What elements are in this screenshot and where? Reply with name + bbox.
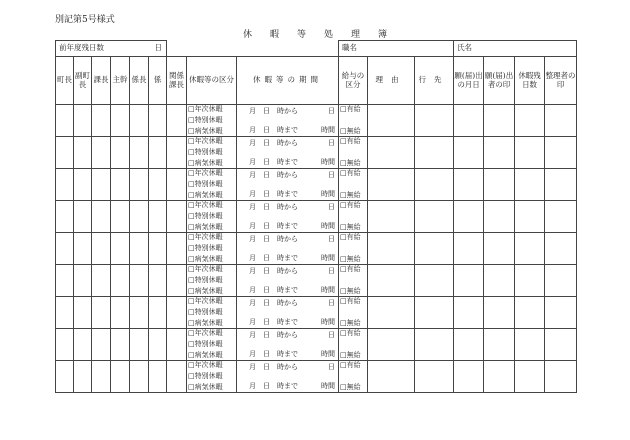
approval-stamp-cell[interactable] [92, 297, 111, 329]
pay-type-cell[interactable] [339, 201, 368, 233]
reason-cell[interactable] [368, 265, 415, 297]
special-leave-checkbox[interactable]: □特別休暇 [188, 308, 223, 316]
apply-date-cell[interactable] [454, 233, 484, 265]
form-id: 別記第5号様式 [55, 15, 115, 25]
leave-period-cell[interactable] [237, 105, 339, 137]
period-to: 月 日 時まで [249, 317, 299, 326]
approval-stamp-cell[interactable] [92, 265, 111, 297]
col-reason: 理由 [368, 57, 415, 105]
apply-date-cell[interactable] [454, 329, 484, 361]
approval-stamp-cell[interactable] [111, 233, 130, 265]
annual-leave-checkbox[interactable]: □年次休暇 [188, 329, 223, 337]
pay-type-cell[interactable] [339, 361, 368, 393]
period-to: 月 日 時まで [249, 253, 299, 262]
remaining-days-cell[interactable] [515, 137, 545, 169]
destination-cell[interactable] [415, 201, 454, 233]
position-cell [339, 41, 454, 57]
annual-leave-checkbox[interactable]: □年次休暇 [188, 201, 223, 209]
leave-period-cell[interactable] [237, 137, 339, 169]
period-days-unit: 日 [328, 235, 336, 243]
leave-type-cell[interactable] [187, 137, 237, 169]
approval-stamp-cell[interactable] [167, 105, 187, 137]
special-leave-checkbox[interactable]: □特別休暇 [188, 372, 223, 380]
approval-stamp-cell[interactable] [111, 169, 130, 201]
sick-leave-checkbox[interactable]: □病気休暇 [188, 223, 223, 231]
approval-stamp-cell[interactable] [149, 105, 167, 137]
approval-stamp-cell[interactable] [167, 265, 187, 297]
table-row [56, 297, 577, 329]
applicant-seal-cell[interactable] [484, 297, 515, 329]
position-label: 職名 [342, 43, 358, 53]
leave-period-cell[interactable] [237, 201, 339, 233]
annual-leave-checkbox[interactable]: □年次休暇 [188, 169, 223, 177]
period-to: 月 日 時まで [249, 221, 299, 230]
approval-stamp-cell[interactable] [92, 329, 111, 361]
table-row [56, 201, 577, 233]
period-days-unit: 日 [328, 171, 336, 179]
prev-year-days-cell [56, 41, 167, 57]
approval-stamp-cell[interactable] [111, 105, 130, 137]
approval-stamp-cell[interactable] [111, 201, 130, 233]
applicant-seal-cell[interactable] [484, 233, 515, 265]
approval-stamp-cell[interactable] [92, 137, 111, 169]
approval-stamp-cell[interactable] [74, 137, 92, 169]
record-rows [56, 105, 577, 393]
leave-type-cell[interactable] [187, 105, 237, 137]
special-leave-checkbox[interactable]: □特別休暇 [188, 276, 223, 284]
clerk-seal-cell[interactable] [545, 233, 577, 265]
reason-cell[interactable] [368, 137, 415, 169]
approval-stamp-cell[interactable] [130, 233, 149, 265]
apply-date-cell[interactable] [454, 169, 484, 201]
table-row [56, 233, 577, 265]
col-related-chief: 関係課長 [167, 57, 187, 105]
remaining-days-cell[interactable] [515, 169, 545, 201]
col-applicant-seal: 願(届)出者の印 [484, 57, 515, 105]
pay-type-cell[interactable] [339, 169, 368, 201]
leave-period-cell[interactable] [237, 361, 339, 393]
pay-type-cell[interactable] [339, 265, 368, 297]
leave-period-cell[interactable] [237, 233, 339, 265]
approval-stamp-cell[interactable] [111, 297, 130, 329]
destination-cell[interactable] [415, 169, 454, 201]
approval-stamp-cell[interactable] [74, 265, 92, 297]
sick-leave-checkbox[interactable]: □病気休暇 [188, 191, 223, 199]
title-char: 理 [351, 30, 361, 40]
approval-stamp-cell[interactable] [167, 201, 187, 233]
special-leave-checkbox[interactable]: □特別休暇 [188, 148, 223, 156]
table-row [56, 265, 577, 297]
apply-date-cell[interactable] [454, 265, 484, 297]
period-hours-unit: 時間 [321, 125, 336, 134]
approval-stamp-cell[interactable] [56, 329, 74, 361]
leave-period-cell[interactable] [237, 265, 339, 297]
approval-stamp-cell[interactable] [167, 233, 187, 265]
period-days-unit: 日 [328, 203, 336, 211]
approval-stamp-cell[interactable] [74, 169, 92, 201]
destination-cell[interactable] [415, 233, 454, 265]
remaining-days-cell[interactable] [515, 361, 545, 393]
remaining-days-cell[interactable] [515, 201, 545, 233]
col-remaining-days: 休暇残日数 [515, 57, 545, 105]
remaining-days-cell[interactable] [515, 233, 545, 265]
pay-type-cell[interactable] [339, 329, 368, 361]
pay-type-cell[interactable] [339, 297, 368, 329]
period-hours-unit: 時間 [321, 253, 336, 262]
clerk-seal-cell[interactable] [545, 137, 577, 169]
approval-stamp-cell[interactable] [74, 105, 92, 137]
period-from: 月 日 時から [249, 235, 299, 243]
approval-stamp-cell[interactable] [130, 105, 149, 137]
apply-date-cell[interactable] [454, 361, 484, 393]
apply-date-cell[interactable] [454, 105, 484, 137]
reason-cell[interactable] [368, 361, 415, 393]
approval-stamp-cell[interactable] [92, 361, 111, 393]
period-from: 月 日 時から [249, 107, 299, 115]
special-leave-checkbox[interactable]: □特別休暇 [188, 180, 223, 188]
period-from: 月 日 時から [249, 203, 299, 211]
applicant-seal-cell[interactable] [484, 169, 515, 201]
col-clerk-seal: 整理者の印 [545, 57, 577, 105]
period-from: 月 日 時から [249, 331, 299, 339]
unpaid-checkbox[interactable]: □無給 [340, 191, 361, 199]
approval-stamp-cell[interactable] [130, 361, 149, 393]
unpaid-checkbox[interactable]: □無給 [340, 383, 361, 391]
approval-stamp-cell[interactable] [149, 265, 167, 297]
col-staff: 係 [149, 57, 167, 105]
period-hours-unit: 時間 [321, 381, 336, 390]
approval-stamp-cell[interactable] [74, 201, 92, 233]
unpaid-checkbox[interactable]: □無給 [340, 127, 361, 135]
approval-stamp-cell[interactable] [92, 233, 111, 265]
unpaid-checkbox[interactable]: □無給 [340, 159, 361, 167]
apply-date-cell[interactable] [454, 137, 484, 169]
col-sub-chief: 係長 [130, 57, 149, 105]
period-from: 月 日 時から [249, 363, 299, 371]
approval-stamp-cell[interactable] [56, 233, 74, 265]
apply-date-cell[interactable] [454, 201, 484, 233]
applicant-seal-cell[interactable] [484, 361, 515, 393]
leave-record-table [55, 40, 577, 393]
approval-stamp-cell[interactable] [92, 169, 111, 201]
remaining-days-cell[interactable] [515, 105, 545, 137]
col-destination: 行先 [415, 57, 454, 105]
title-char: 簿 [378, 30, 388, 40]
clerk-seal-cell[interactable] [545, 297, 577, 329]
approval-stamp-cell[interactable] [130, 169, 149, 201]
clerk-seal-cell[interactable] [545, 361, 577, 393]
leave-period-cell[interactable] [237, 169, 339, 201]
leave-type-cell[interactable] [187, 297, 237, 329]
paid-checkbox[interactable]: □有給 [340, 137, 361, 145]
special-leave-checkbox[interactable]: □特別休暇 [188, 212, 223, 220]
reason-cell[interactable] [368, 201, 415, 233]
clerk-seal-cell[interactable] [545, 201, 577, 233]
period-to: 月 日 時まで [249, 285, 299, 294]
paid-checkbox[interactable]: □有給 [340, 361, 361, 369]
paid-checkbox[interactable]: □有給 [340, 169, 361, 177]
paid-checkbox[interactable]: □有給 [340, 105, 361, 113]
approval-stamp-cell[interactable] [56, 105, 74, 137]
paid-checkbox[interactable]: □有給 [340, 201, 361, 209]
name-label: 氏名 [457, 43, 473, 53]
remaining-days-cell[interactable] [515, 297, 545, 329]
prev-year-days-label: 前年度残日数 [59, 43, 104, 53]
leave-type-cell[interactable] [187, 265, 237, 297]
approval-stamp-cell[interactable] [167, 169, 187, 201]
period-to: 月 日 時まで [249, 157, 299, 166]
approval-stamp-cell[interactable] [149, 201, 167, 233]
leave-type-cell[interactable] [187, 201, 237, 233]
col-manager: 主幹 [111, 57, 130, 105]
applicant-seal-cell[interactable] [484, 265, 515, 297]
period-from: 月 日 時から [249, 299, 299, 307]
approval-stamp-cell[interactable] [74, 361, 92, 393]
destination-cell[interactable] [415, 265, 454, 297]
clerk-seal-cell[interactable] [545, 265, 577, 297]
pay-type-cell[interactable] [339, 137, 368, 169]
approval-stamp-cell[interactable] [149, 233, 167, 265]
paid-checkbox[interactable]: □有給 [340, 329, 361, 337]
unpaid-checkbox[interactable]: □無給 [340, 319, 361, 327]
table-row [56, 105, 577, 137]
table-row [56, 137, 577, 169]
annual-leave-checkbox[interactable]: □年次休暇 [188, 105, 223, 113]
period-to: 月 日 時まで [249, 125, 299, 134]
annual-leave-checkbox[interactable]: □年次休暇 [188, 137, 223, 145]
approval-stamp-cell[interactable] [111, 137, 130, 169]
sick-leave-checkbox[interactable]: □病気休暇 [188, 287, 223, 295]
applicant-seal-cell[interactable] [484, 201, 515, 233]
unpaid-checkbox[interactable]: □無給 [340, 255, 361, 263]
period-hours-unit: 時間 [321, 285, 336, 294]
apply-date-cell[interactable] [454, 297, 484, 329]
title-char: 処 [324, 30, 334, 40]
approval-stamp-cell[interactable] [149, 361, 167, 393]
title-char: 等 [296, 30, 306, 40]
reason-cell[interactable] [368, 169, 415, 201]
reason-cell[interactable] [368, 297, 415, 329]
approval-stamp-cell[interactable] [167, 137, 187, 169]
col-deputy-mayor: 副町長 [74, 57, 92, 105]
applicant-seal-cell[interactable] [484, 105, 515, 137]
clerk-seal-cell[interactable] [545, 329, 577, 361]
period-hours-unit: 時間 [321, 349, 336, 358]
period-hours-unit: 時間 [321, 189, 336, 198]
sick-leave-checkbox[interactable]: □病気休暇 [188, 319, 223, 327]
unpaid-checkbox[interactable]: □無給 [340, 223, 361, 231]
sick-leave-checkbox[interactable]: □病気休暇 [188, 159, 223, 167]
approval-stamp-cell[interactable] [56, 361, 74, 393]
remaining-days-cell[interactable] [515, 329, 545, 361]
sick-leave-checkbox[interactable]: □病気休暇 [188, 383, 223, 391]
approval-stamp-cell[interactable] [130, 297, 149, 329]
table-row [56, 361, 577, 393]
table-row [56, 169, 577, 201]
period-from: 月 日 時から [249, 171, 299, 179]
leave-type-cell[interactable] [187, 169, 237, 201]
leave-type-cell[interactable] [187, 361, 237, 393]
period-hours-unit: 時間 [321, 221, 336, 230]
period-from: 月 日 時から [249, 139, 299, 147]
approval-stamp-cell[interactable] [149, 329, 167, 361]
applicant-seal-cell[interactable] [484, 329, 515, 361]
table-row [56, 329, 577, 361]
approval-stamp-cell[interactable] [149, 169, 167, 201]
destination-cell[interactable] [415, 297, 454, 329]
approval-stamp-cell[interactable] [74, 297, 92, 329]
reason-cell[interactable] [368, 329, 415, 361]
period-hours-unit: 時間 [321, 157, 336, 166]
reason-cell[interactable] [368, 105, 415, 137]
col-mayor: 町長 [56, 57, 74, 105]
sick-leave-checkbox[interactable]: □病気休暇 [188, 127, 223, 135]
period-from: 月 日 時から [249, 267, 299, 275]
approval-stamp-cell[interactable] [56, 169, 74, 201]
annual-leave-checkbox[interactable]: □年次休暇 [188, 233, 223, 241]
approval-stamp-cell[interactable] [111, 329, 130, 361]
paid-checkbox[interactable]: □有給 [340, 265, 361, 273]
leave-period-cell[interactable] [237, 297, 339, 329]
applicant-seal-cell[interactable] [484, 137, 515, 169]
destination-cell[interactable] [415, 329, 454, 361]
col-section-chief: 課長 [92, 57, 111, 105]
annual-leave-checkbox[interactable]: □年次休暇 [188, 265, 223, 273]
destination-cell[interactable] [415, 137, 454, 169]
approval-stamp-cell[interactable] [130, 329, 149, 361]
clerk-seal-cell[interactable] [545, 169, 577, 201]
approval-stamp-cell[interactable] [130, 201, 149, 233]
leave-type-cell[interactable] [187, 233, 237, 265]
period-to: 月 日 時まで [249, 349, 299, 358]
leave-type-cell[interactable] [187, 329, 237, 361]
special-leave-checkbox[interactable]: □特別休暇 [188, 244, 223, 252]
clerk-seal-cell[interactable] [545, 105, 577, 137]
special-leave-checkbox[interactable]: □特別休暇 [188, 340, 223, 348]
approval-stamp-cell[interactable] [167, 297, 187, 329]
approval-stamp-cell[interactable] [92, 201, 111, 233]
header-row [56, 41, 577, 57]
col-apply-date: 願(届)出の月日 [454, 57, 484, 105]
period-hours-unit: 時間 [321, 317, 336, 326]
period-days-unit: 日 [328, 107, 336, 115]
approval-stamp-cell[interactable] [56, 265, 74, 297]
period-days-unit: 日 [328, 299, 336, 307]
approval-stamp-cell[interactable] [149, 297, 167, 329]
approval-stamp-cell[interactable] [56, 201, 74, 233]
approval-stamp-cell[interactable] [167, 329, 187, 361]
approval-stamp-cell[interactable] [56, 297, 74, 329]
pay-type-cell[interactable] [339, 105, 368, 137]
pay-type-cell[interactable] [339, 233, 368, 265]
period-to: 月 日 時まで [249, 381, 299, 390]
col-pay-type: 給与の区分 [339, 57, 368, 105]
period-days-unit: 日 [328, 139, 336, 147]
paid-checkbox[interactable]: □有給 [340, 233, 361, 241]
col-leave-type: 休暇等の区分 [187, 57, 237, 105]
title-char: 休 [242, 30, 252, 40]
period-days-unit: 日 [328, 267, 336, 275]
approval-stamp-cell[interactable] [130, 137, 149, 169]
period-days-unit: 日 [328, 363, 336, 371]
period-to: 月 日 時まで [249, 189, 299, 198]
leave-period-cell[interactable] [237, 329, 339, 361]
blank-header-cell [167, 41, 339, 57]
sick-leave-checkbox[interactable]: □病気休暇 [188, 255, 223, 263]
annual-leave-checkbox[interactable]: □年次休暇 [188, 361, 223, 369]
unpaid-checkbox[interactable]: □無給 [340, 287, 361, 295]
remaining-days-cell[interactable] [515, 265, 545, 297]
approval-stamp-cell[interactable] [111, 361, 130, 393]
prev-year-days-unit: 日 [154, 43, 163, 53]
approval-stamp-cell[interactable] [74, 329, 92, 361]
destination-cell[interactable] [415, 361, 454, 393]
unpaid-checkbox[interactable]: □無給 [340, 351, 361, 359]
destination-cell[interactable] [415, 105, 454, 137]
name-cell [454, 41, 577, 57]
special-leave-checkbox[interactable]: □特別休暇 [188, 116, 223, 124]
period-days-unit: 日 [328, 331, 336, 339]
approval-stamp-cell[interactable] [92, 105, 111, 137]
annual-leave-checkbox[interactable]: □年次休暇 [188, 297, 223, 305]
approval-stamp-cell[interactable] [56, 137, 74, 169]
paid-checkbox[interactable]: □有給 [340, 297, 361, 305]
approval-stamp-cell[interactable] [130, 265, 149, 297]
column-header-row [56, 57, 577, 105]
reason-cell[interactable] [368, 233, 415, 265]
document-title [0, 27, 630, 40]
sick-leave-checkbox[interactable]: □病気休暇 [188, 351, 223, 359]
approval-stamp-cell[interactable] [149, 137, 167, 169]
approval-stamp-cell[interactable] [111, 265, 130, 297]
approval-stamp-cell[interactable] [167, 361, 187, 393]
title-char: 暇 [269, 30, 279, 40]
col-leave-period: 休暇等の期間 [237, 57, 339, 105]
approval-stamp-cell[interactable] [74, 233, 92, 265]
